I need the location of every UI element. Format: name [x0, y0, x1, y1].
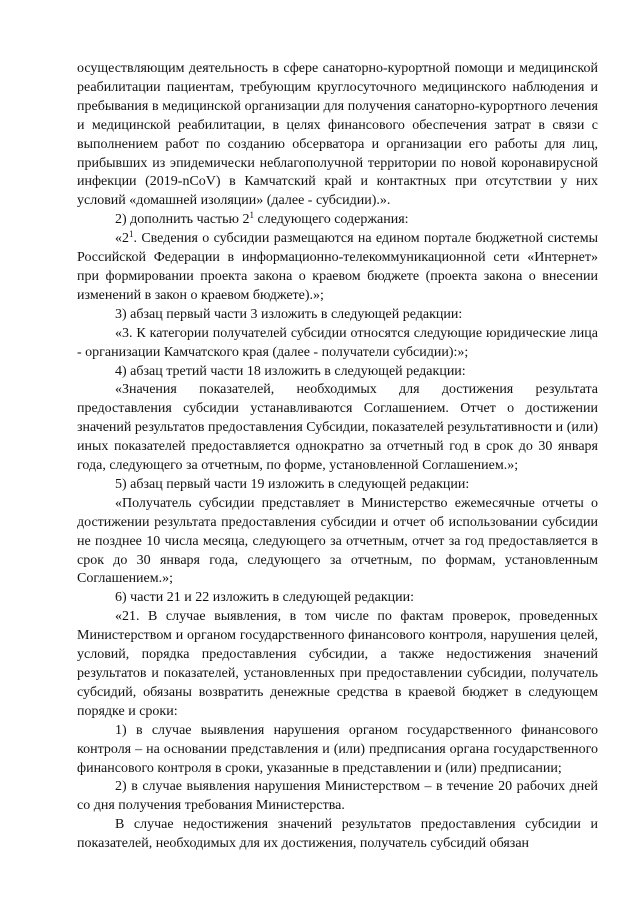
paragraph-part-21: «21. В случае выявления, в том числе по фактам проверок, проведенных Министерством и органом государственного финансового контроля, нарушения целей, условий, порядка предоставления субсидии, а также недостижения значений результатов и показателей, установленных при предоставлении субсидии, получатель субсидий, обязаны возвратить денежные средства в краевой бюджет в следующем порядке и сроки: [77, 609, 598, 719]
paragraph-non-achievement: В случае недостижения значений результатов предоставления субсидии и показателей, необходимых для их достижения, получатель субсидий обязан [77, 817, 598, 852]
paragraph-part-3: «3. К категории получателей субсидии относятся следующие юридические лица - организации Камчатского края (далее - получатели субсидии):»; [77, 325, 598, 360]
paragraph-subitem-2: 2) в случае выявления нарушения Министерством – в течение 20 рабочих дней со дня получения требования Министерства. [77, 779, 598, 814]
text-fragment: 2) дополнить частью 2 [115, 212, 250, 228]
paragraph-item-6: 6) части 21 и 22 изложить в следующей редакции: [115, 590, 415, 606]
text-fragment: следующего содержания: [254, 212, 409, 228]
paragraph-continuation: осуществляющим деятельность в сфере санаторно-курортной помощи и медицинской реабилитации пациентам, требующим круглосуточного медицинского наблюдения и пребывания в медицинской организации для получения санаторно-курортного лечения и медицинской реабилитации, в целях финансового обеспечения затрат в связи с выполнением работ по созданию обсерватора и организации его работы для лиц, прибывших из эпидемически неблагополучной территории по новой коронавирусной инфекции (2019-nCoV) в Камчатский край и контактных при отсутствии у них условий «домашней изоляции» (далее - субсидии).». [77, 61, 598, 209]
paragraph-part-2-1 [77, 230, 598, 306]
document-page [77, 60, 598, 854]
paragraph-item-2 [77, 211, 598, 230]
paragraph-subitem-1: 1) в случае выявления нарушения органом государственного финансового контроля – на основании представления и (или) предписания органа государственного финансового контроля в сроки, указанные в представлении и (или) предписании; [77, 722, 598, 776]
paragraph-indicators: «Значения показателей, необходимых для достижения результата предоставления субсидии устанавливаются Соглашением. Отчет о достижении значений результатов предоставления Субсидии, показателей результативности и (или) иных показателей предоставляется однократно за отчетный год в срок до 30 января года, следующего за отчетным, по форме, установленной Соглашением.»; [77, 382, 598, 474]
paragraph-item-3: 3) абзац первый части 3 изложить в следующей редакции: [115, 306, 463, 322]
superscript: 1 [249, 210, 254, 221]
text-fragment: «2 [115, 231, 129, 247]
paragraph-item-5: 5) абзац первый части 19 изложить в следующей редакции: [115, 476, 470, 492]
text-fragment: . Сведения о субсидии размещаются на едином портале бюджетной системы Российской Федерации в информационно-телекоммуникационной сети «Интернет» при формировании проекта закона о краевом бюджете (проекта закона о внесении изменений в закон о краевом бюджете).»; [77, 231, 598, 303]
paragraph-reports: «Получатель субсидии представляет в Министерство ежемесячные отчеты о достижении результата предоставления субсидии и отчет об использовании субсидии не позднее 10 числа месяца, следующего за отчетным, отчет за год предоставляется в срок до 30 января года, следующего за отчетным, по формам, установленным Соглашением.»; [77, 495, 598, 587]
paragraph-item-4: 4) абзац третий части 18 изложить в следующей редакции: [115, 363, 466, 379]
superscript: 1 [129, 229, 134, 240]
